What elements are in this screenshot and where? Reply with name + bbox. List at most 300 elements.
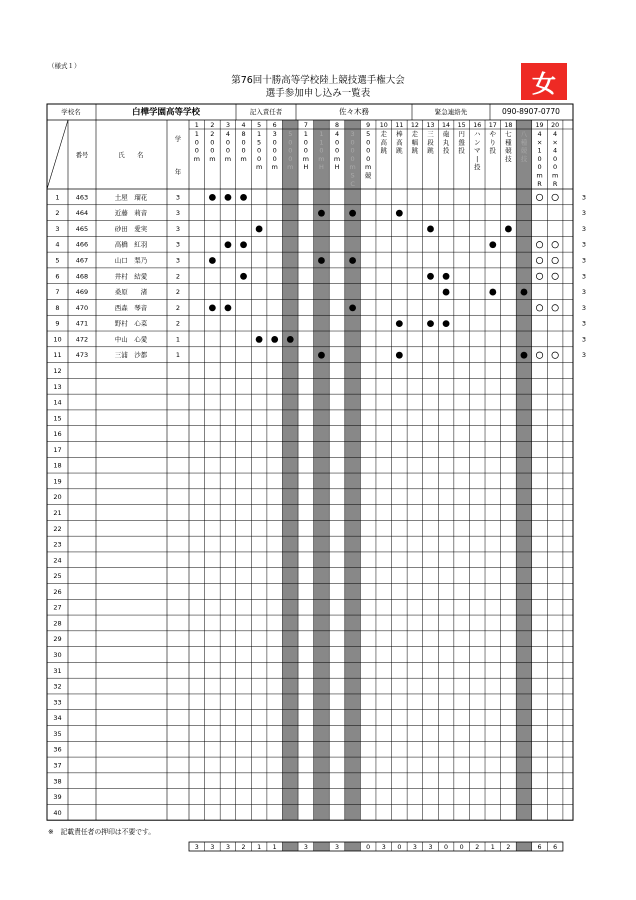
relay-circle xyxy=(536,242,542,248)
event-number: 16 xyxy=(473,122,482,129)
athlete-bib: 473 xyxy=(75,351,89,360)
row-number: 28 xyxy=(53,619,62,628)
athlete-grade: 3 xyxy=(175,193,181,202)
entry-dot xyxy=(271,336,278,343)
athlete-bib: 468 xyxy=(75,272,89,281)
event-label-char: 砲 xyxy=(442,130,450,138)
entry-count: 3 xyxy=(581,209,587,218)
gender-badge: 女 xyxy=(521,63,567,100)
event-label-char: 0 xyxy=(288,138,293,147)
relay-circle xyxy=(552,242,558,248)
athlete-bib: 471 xyxy=(75,319,89,328)
athlete-name: 砂田 愛実 xyxy=(114,224,148,233)
event-label-char: m xyxy=(271,163,278,172)
event-label-char: C xyxy=(350,179,355,188)
event-label-char: 0 xyxy=(288,146,293,155)
event-label-char: 走 xyxy=(380,130,387,138)
totals-shaded xyxy=(314,842,330,851)
relay-circle xyxy=(536,257,542,263)
row-number: 34 xyxy=(53,714,62,723)
event-label-char: 4 xyxy=(334,130,340,138)
event-label-char: 0 xyxy=(303,138,308,147)
row-number: 38 xyxy=(53,777,62,786)
athlete-grade: 3 xyxy=(175,240,181,249)
event-label-char: 1 xyxy=(537,146,542,155)
event-number: 14 xyxy=(442,122,451,129)
totals-shaded xyxy=(516,842,532,851)
row-number: 2 xyxy=(55,209,60,218)
event-number: 12 xyxy=(410,122,419,129)
name-header: 氏 名 xyxy=(118,152,144,159)
event-label-char: 0 xyxy=(366,138,371,147)
athlete-name: 三浦 沙都 xyxy=(114,351,148,360)
event-label-char: 1 xyxy=(319,138,324,147)
row-number: 1 xyxy=(55,193,60,202)
event-label-char: 1 xyxy=(194,130,199,138)
athlete-grade: 1 xyxy=(175,335,181,344)
header-diagonal xyxy=(47,120,68,189)
bib-header: 番号 xyxy=(75,152,89,159)
event-label-char: 0 xyxy=(210,146,215,155)
totals-shaded xyxy=(345,842,361,851)
event-number: 13 xyxy=(426,122,435,129)
entry-dot xyxy=(489,241,496,248)
event-label-char: 丸 xyxy=(442,138,450,147)
event-number: 2 xyxy=(210,122,215,129)
event-label-char: 0 xyxy=(225,138,231,147)
event-label-char: | xyxy=(476,154,479,163)
total-count: 0 xyxy=(397,843,402,851)
event-label-char: 跳 xyxy=(427,146,434,155)
total-count: 3 xyxy=(210,843,215,851)
entry-count: 3 xyxy=(581,256,587,265)
row-number: 14 xyxy=(53,398,62,407)
event-label-char: 高 xyxy=(380,138,387,147)
row-number: 24 xyxy=(53,556,62,565)
event-label-char: 0 xyxy=(334,146,340,155)
event-label-char: 8 xyxy=(241,130,246,138)
entry-dot xyxy=(349,210,356,217)
event-label-char: 投 xyxy=(489,146,497,155)
event-label-char: や xyxy=(489,130,497,138)
entry-dot xyxy=(521,352,528,359)
totals-shaded xyxy=(282,842,298,851)
event-label-char: 3 xyxy=(350,130,355,138)
event-label-char: 0 xyxy=(288,154,293,163)
athlete-bib: 470 xyxy=(75,303,89,312)
event-label-char: m xyxy=(224,154,232,163)
event-label-char: 0 xyxy=(366,146,371,155)
form-code: （様式１） xyxy=(48,62,81,70)
event-label-char: S xyxy=(350,171,355,180)
total-count: 3 xyxy=(381,843,386,851)
event-label-char: 高 xyxy=(396,138,403,147)
event-label-char: ン xyxy=(473,138,481,147)
grade-header: 学 xyxy=(174,136,182,143)
row-number: 13 xyxy=(53,382,62,391)
entry-dot xyxy=(225,304,232,311)
event-label-char: 4 xyxy=(553,130,558,138)
entry-dot xyxy=(225,194,232,201)
event-label-char: 棒 xyxy=(396,130,403,138)
event-label-char: m xyxy=(209,154,216,163)
event-label-char: 0 xyxy=(241,146,246,155)
entry-count: 3 xyxy=(581,288,587,297)
event-label-char: 七 xyxy=(505,130,512,138)
event-label-char: 0 xyxy=(257,146,262,155)
event-label-char: 三 xyxy=(427,130,434,138)
event-label-char: m xyxy=(349,163,356,172)
relay-circle xyxy=(552,194,558,200)
event-label-char: 投 xyxy=(473,163,481,172)
event-label-char: 跳 xyxy=(396,146,403,155)
event-number: 20 xyxy=(551,122,560,129)
entry-dot xyxy=(256,226,263,233)
athlete-bib: 469 xyxy=(75,288,89,297)
row-number: 16 xyxy=(53,430,62,439)
total-count: 0 xyxy=(459,843,464,851)
page-title: 第76回十勝高等学校陸上競技選手権大会 xyxy=(231,75,405,86)
row-number: 20 xyxy=(53,493,62,502)
event-label-char: m xyxy=(193,154,200,163)
row-number: 21 xyxy=(53,508,62,517)
event-label-char: 0 xyxy=(303,146,308,155)
event-label-char: り xyxy=(489,138,497,147)
athlete-name: 山口 梨乃 xyxy=(114,256,148,265)
row-number: 31 xyxy=(53,666,62,675)
row-number: 37 xyxy=(53,761,62,770)
event-label-char: 段 xyxy=(427,138,434,147)
athlete-name: 西森 琴音 xyxy=(114,303,148,312)
row-number: 27 xyxy=(53,603,62,612)
relay-circle xyxy=(536,273,542,279)
event-number: 6 xyxy=(272,122,277,129)
event-number: 17 xyxy=(488,122,497,129)
entry-count: 3 xyxy=(581,319,587,328)
event-label-char: 3 xyxy=(272,130,277,138)
row-number: 32 xyxy=(53,682,62,691)
event-label-char: H xyxy=(334,163,340,172)
event-number: 7 xyxy=(303,122,308,129)
row-number: 29 xyxy=(53,635,62,644)
row-number: 12 xyxy=(53,366,62,375)
row-number: 5 xyxy=(55,256,60,265)
page-subtitle: 選手参加申し込み一覧表 xyxy=(265,88,371,99)
event-label-char: 0 xyxy=(553,163,558,172)
event-label-char: 2 xyxy=(210,130,215,138)
entry-dot xyxy=(427,273,434,280)
entry-dot xyxy=(427,226,434,233)
event-label-char: m xyxy=(551,171,559,180)
event-label-char: H xyxy=(303,163,309,172)
row-number: 6 xyxy=(55,272,60,281)
event-label-char: 4 xyxy=(553,146,558,155)
event-number: 19 xyxy=(535,122,544,129)
athlete-bib: 467 xyxy=(75,256,89,265)
entry-dot xyxy=(318,257,325,264)
athlete-bib: 465 xyxy=(75,224,89,233)
event-label-char: 競 xyxy=(520,146,528,155)
row-number: 19 xyxy=(53,477,62,486)
athlete-name: 近藤 莉音 xyxy=(114,209,148,218)
relay-circle xyxy=(536,305,542,311)
total-count: 3 xyxy=(335,843,340,851)
event-label-char: × xyxy=(536,138,543,147)
entry-dot xyxy=(287,336,294,343)
row-number: 40 xyxy=(53,808,62,817)
event-label-char: ハ xyxy=(473,130,481,138)
total-count: 0 xyxy=(444,843,449,851)
manager-label: 記入責任者 xyxy=(249,108,283,116)
total-count: 0 xyxy=(366,843,371,851)
event-label-char: 0 xyxy=(225,146,231,155)
event-number: 5 xyxy=(257,122,262,129)
entry-dot xyxy=(396,320,403,327)
athlete-grade: 1 xyxy=(175,351,181,360)
school-label: 学校名 xyxy=(61,108,81,116)
event-label-char: 競 xyxy=(505,146,512,155)
event-label-char: R xyxy=(537,179,542,188)
row-number: 9 xyxy=(55,319,60,328)
athlete-grade: 2 xyxy=(175,272,181,281)
athlete-grade: 3 xyxy=(175,209,181,218)
total-count: 2 xyxy=(241,843,246,851)
entry-dot xyxy=(318,210,325,217)
event-label-char: 1 xyxy=(257,130,262,138)
event-label-char: 0 xyxy=(537,154,542,163)
entry-dot xyxy=(225,241,232,248)
event-label-char: 円 xyxy=(458,130,465,138)
total-count: 3 xyxy=(194,843,199,851)
row-number: 25 xyxy=(53,572,62,581)
event-label-char: 0 xyxy=(257,154,262,163)
entry-dot xyxy=(396,210,403,217)
total-count: 2 xyxy=(506,843,511,851)
event-label-char: 跳 xyxy=(411,146,419,155)
total-count: 1 xyxy=(490,843,495,851)
row-number: 23 xyxy=(53,540,62,549)
event-number: 18 xyxy=(504,122,513,129)
event-label-char: 0 xyxy=(350,154,355,163)
event-label-char: 5 xyxy=(288,130,293,138)
athlete-bib: 463 xyxy=(75,193,89,202)
entry-dot xyxy=(349,257,356,264)
entry-dot xyxy=(443,320,450,327)
entry-dot xyxy=(349,304,356,311)
shaded-column xyxy=(345,120,361,820)
event-label-char: m xyxy=(287,163,294,172)
entry-dot xyxy=(396,352,403,359)
event-label-char: 0 xyxy=(241,138,246,147)
relay-circle xyxy=(552,257,558,263)
total-count: 1 xyxy=(257,843,262,851)
event-label-char: m xyxy=(318,154,325,163)
event-label-char: 1 xyxy=(319,130,324,138)
event-label-char: 0 xyxy=(334,138,340,147)
row-number: 30 xyxy=(53,651,62,660)
event-number: 10 xyxy=(379,122,388,129)
row-number: 39 xyxy=(53,793,62,802)
event-label-char: 0 xyxy=(553,154,558,163)
athlete-grade: 3 xyxy=(175,256,181,265)
manager-name: 佐々木務 xyxy=(339,107,369,116)
event-number: 4 xyxy=(241,122,246,129)
event-label-char: 競 xyxy=(364,171,372,180)
event-label-char: m xyxy=(364,163,372,172)
athlete-bib: 464 xyxy=(75,209,89,218)
row-number: 35 xyxy=(53,729,62,738)
event-label-char: m xyxy=(333,154,341,163)
row-number: 22 xyxy=(53,524,62,533)
athlete-bib: 466 xyxy=(75,240,89,249)
entry-count: 3 xyxy=(581,303,587,312)
row-number: 11 xyxy=(53,351,62,360)
event-label-char: m xyxy=(302,154,310,163)
row-number: 4 xyxy=(55,240,60,249)
entry-count: 3 xyxy=(581,193,587,202)
row-number: 3 xyxy=(55,224,60,233)
athlete-name: 井村 結愛 xyxy=(114,272,148,281)
athlete-grade: 2 xyxy=(175,303,181,312)
entry-count: 3 xyxy=(581,240,587,249)
event-label-char: マ xyxy=(473,146,481,155)
event-number: 9 xyxy=(366,122,371,129)
entry-dot xyxy=(443,289,450,296)
event-label-char: 0 xyxy=(350,138,355,147)
shaded-column xyxy=(314,120,330,820)
row-number: 17 xyxy=(53,445,62,454)
event-label-char: 0 xyxy=(272,146,277,155)
entry-dot xyxy=(240,273,247,280)
row-number: 18 xyxy=(53,461,62,470)
event-label-char: 0 xyxy=(319,146,324,155)
event-label-char: 種 xyxy=(520,138,528,147)
athlete-name: 野村 心菜 xyxy=(114,319,148,328)
event-label-char: 盤 xyxy=(458,138,465,147)
total-count: 6 xyxy=(537,843,542,851)
event-label-char: 5 xyxy=(366,130,371,138)
row-number: 36 xyxy=(53,745,62,754)
event-label-char: 0 xyxy=(537,163,542,172)
athlete-grade: 2 xyxy=(175,319,181,328)
event-label-char: 八 xyxy=(520,130,528,138)
total-count: 6 xyxy=(553,843,558,851)
row-number: 7 xyxy=(55,288,60,297)
event-label-char: m xyxy=(255,163,263,172)
relay-circle xyxy=(536,352,542,358)
entry-dot xyxy=(427,320,434,327)
total-count: 2 xyxy=(475,843,480,851)
event-label-char: 0 xyxy=(272,138,277,147)
entry-count: 3 xyxy=(581,335,587,344)
event-label-char: 走 xyxy=(411,130,419,138)
total-count: 3 xyxy=(412,843,417,851)
event-label-char: 5 xyxy=(257,138,262,147)
entry-dot xyxy=(256,336,263,343)
footer-note: ※ 記載責任者の押印は不要です。 xyxy=(48,828,156,836)
event-label-char: H xyxy=(318,163,324,172)
entry-dot xyxy=(209,194,216,201)
event-label-char: 技 xyxy=(505,154,512,163)
shaded-column xyxy=(282,120,298,820)
event-label-char: 1 xyxy=(303,130,308,138)
event-label-char: R xyxy=(552,179,558,188)
athlete-name: 中山 心愛 xyxy=(114,335,148,344)
entry-count: 3 xyxy=(581,224,587,233)
entry-dot xyxy=(489,289,496,296)
grade-header: 年 xyxy=(174,169,182,176)
total-count: 3 xyxy=(428,843,433,851)
row-number: 10 xyxy=(53,335,62,344)
entry-dot xyxy=(521,289,528,296)
contact-phone: 090-8907-0770 xyxy=(502,107,560,116)
school-name: 白樺学園高等学校 xyxy=(131,107,201,118)
event-label-char: 0 xyxy=(194,146,199,155)
entry-count: 3 xyxy=(581,272,587,281)
event-number: 15 xyxy=(457,122,466,129)
relay-circle xyxy=(552,305,558,311)
entry-dot xyxy=(443,273,450,280)
entry-dot xyxy=(240,194,247,201)
row-number: 15 xyxy=(53,414,62,423)
event-label-char: 0 xyxy=(194,138,199,147)
event-label-char: 種 xyxy=(505,138,512,147)
entry-dot xyxy=(240,241,247,248)
athlete-grade: 2 xyxy=(175,288,181,297)
athlete-bib: 472 xyxy=(75,335,89,344)
entry-dot xyxy=(209,257,216,264)
athlete-name: 土屋 瑠花 xyxy=(114,193,148,202)
event-label-char: 0 xyxy=(272,154,277,163)
event-label-char: 幅 xyxy=(411,138,419,147)
contact-label: 緊急連絡先 xyxy=(434,108,468,116)
athlete-grade: 3 xyxy=(175,224,181,233)
event-number: 11 xyxy=(395,122,404,129)
event-label-char: 0 xyxy=(210,138,215,147)
row-number: 8 xyxy=(55,303,60,312)
total-count: 1 xyxy=(272,843,277,851)
event-label-char: 跳 xyxy=(380,146,387,155)
entry-count: 3 xyxy=(581,351,587,360)
event-number: 3 xyxy=(225,122,230,129)
total-count: 3 xyxy=(303,843,308,851)
entry-dot xyxy=(505,226,512,233)
athlete-name: 高橋 紅羽 xyxy=(114,240,148,249)
event-label-char: 投 xyxy=(458,146,465,155)
relay-circle xyxy=(552,352,558,358)
entry-dot xyxy=(209,304,216,311)
event-number: 8 xyxy=(335,122,340,129)
row-number: 26 xyxy=(53,587,62,596)
event-label-char: 4 xyxy=(225,130,231,138)
event-label-char: m xyxy=(240,154,247,163)
event-label-char: m xyxy=(536,171,543,180)
event-label-char: 投 xyxy=(442,146,450,155)
row-number: 33 xyxy=(53,698,62,707)
event-label-char: × xyxy=(552,138,558,147)
event-label-char: 0 xyxy=(366,154,371,163)
event-label-char: 技 xyxy=(520,154,528,163)
event-label-char: 0 xyxy=(350,146,355,155)
shaded-column xyxy=(516,120,532,820)
event-label-char: 4 xyxy=(537,130,542,138)
event-number: 1 xyxy=(194,122,199,129)
athlete-name: 桑原 渚 xyxy=(114,288,148,297)
relay-circle xyxy=(552,273,558,279)
entry-dot xyxy=(318,352,325,359)
relay-circle xyxy=(536,194,542,200)
total-count: 3 xyxy=(225,843,230,851)
